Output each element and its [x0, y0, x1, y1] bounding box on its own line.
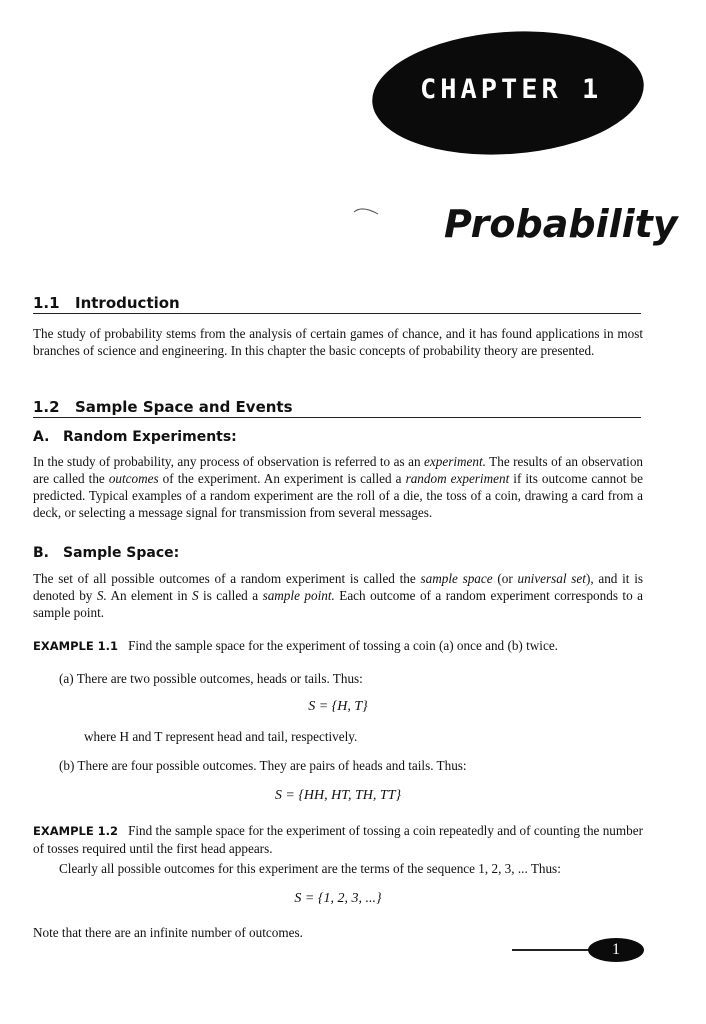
subheading-title: Sample Space:	[63, 545, 180, 561]
symbol-s: S	[191, 588, 199, 603]
example-1-1-part-b: (b) There are four possible outcomes. They are pairs of heads and tails. Thus:	[59, 758, 467, 773]
subheading-letter: A.	[33, 429, 50, 445]
symbol-s: S.	[96, 588, 107, 603]
term-universal-set: universal set	[517, 571, 586, 586]
subheading-random-experiments	[33, 429, 237, 445]
example-1-2	[33, 822, 643, 857]
section-number: 1.1	[33, 294, 60, 312]
text-run: ), and it is denoted by	[33, 571, 643, 603]
example-label: EXAMPLE 1.1	[33, 639, 119, 653]
term-random-experiment: random experiment	[405, 471, 510, 486]
example-text: Find the sample space for the experiment of tossing a coin (a) once and (b) twice.	[128, 638, 558, 653]
chapter-label: CHAPTER 1	[420, 74, 603, 105]
section-title: Introduction	[75, 294, 180, 312]
text-run: An element in	[106, 588, 192, 603]
chapter-title: Probability	[444, 202, 678, 246]
example-label: EXAMPLE 1.2	[33, 824, 119, 838]
text-run: Each outcome of a random experiment corresponds to a sample point.	[33, 588, 643, 620]
example-1-1	[33, 637, 558, 655]
term-outcomes: outcomes	[108, 471, 159, 486]
text-run: is called a	[198, 588, 263, 603]
section-title: Sample Space and Events	[75, 398, 293, 416]
section-heading-sample-space	[33, 398, 641, 418]
text-run: In the study of probability, any process of observation is referred to as an	[33, 454, 425, 469]
example-text: Find the sample space for the experiment of tossing a coin repeatedly and of counting the number of tosses required until the first head appears.	[33, 823, 643, 856]
subheading-letter: B.	[33, 545, 49, 561]
section-number: 1.2	[33, 398, 60, 416]
example-1-2-sequence: Clearly all possible outcomes for this experiment are the terms of the sequence 1, 2, 3, ... Thus:	[59, 861, 561, 876]
sample-space-paragraph	[33, 570, 643, 621]
equation-s-sequence: S = {1, 2, 3, ...}	[294, 891, 382, 906]
example-1-1-part-a: (a) There are two possible outcomes, heads or tails. Thus:	[59, 671, 363, 686]
term-sample-point: sample point.	[262, 588, 335, 603]
infinite-outcomes-note: Note that there are an infinite number of outcomes.	[33, 925, 303, 940]
subheading-sample-space	[33, 545, 179, 561]
text-run: of the experiment. An experiment is called a	[158, 471, 406, 486]
text-run: The set of all possible outcomes of a random experiment is called the	[33, 571, 421, 586]
example-1-1-where: where H and T represent head and tail, respectively.	[84, 729, 358, 744]
random-experiments-paragraph	[33, 453, 643, 521]
page-number-rule	[512, 949, 598, 951]
text-run: if its outcome cannot be predicted. Typical examples of a random experiment are the roll of a die, the toss of a coin, drawing a card from a deck, or selecting a message signal for transmission from several messages.	[33, 471, 643, 520]
term-sample-space: sample space	[420, 571, 493, 586]
text-run: (or	[492, 571, 518, 586]
equation-s-h-t: S = {H, T}	[308, 699, 368, 714]
term-experiment: experiment.	[424, 454, 486, 469]
section-heading-introduction	[33, 294, 641, 314]
scan-mark-icon	[352, 204, 382, 218]
text-run: The results of an observation are called the	[33, 454, 644, 486]
equation-s-pairs: S = {HH, HT, TH, TT}	[274, 788, 402, 803]
intro-paragraph: The study of probability stems from the analysis of certain games of chance, and it has found applications in most branches of science and engineering. In this chapter the basic concepts of probability theory are presented.	[33, 326, 643, 358]
page-number: 1	[612, 941, 620, 958]
subheading-title: Random Experiments:	[63, 429, 237, 445]
